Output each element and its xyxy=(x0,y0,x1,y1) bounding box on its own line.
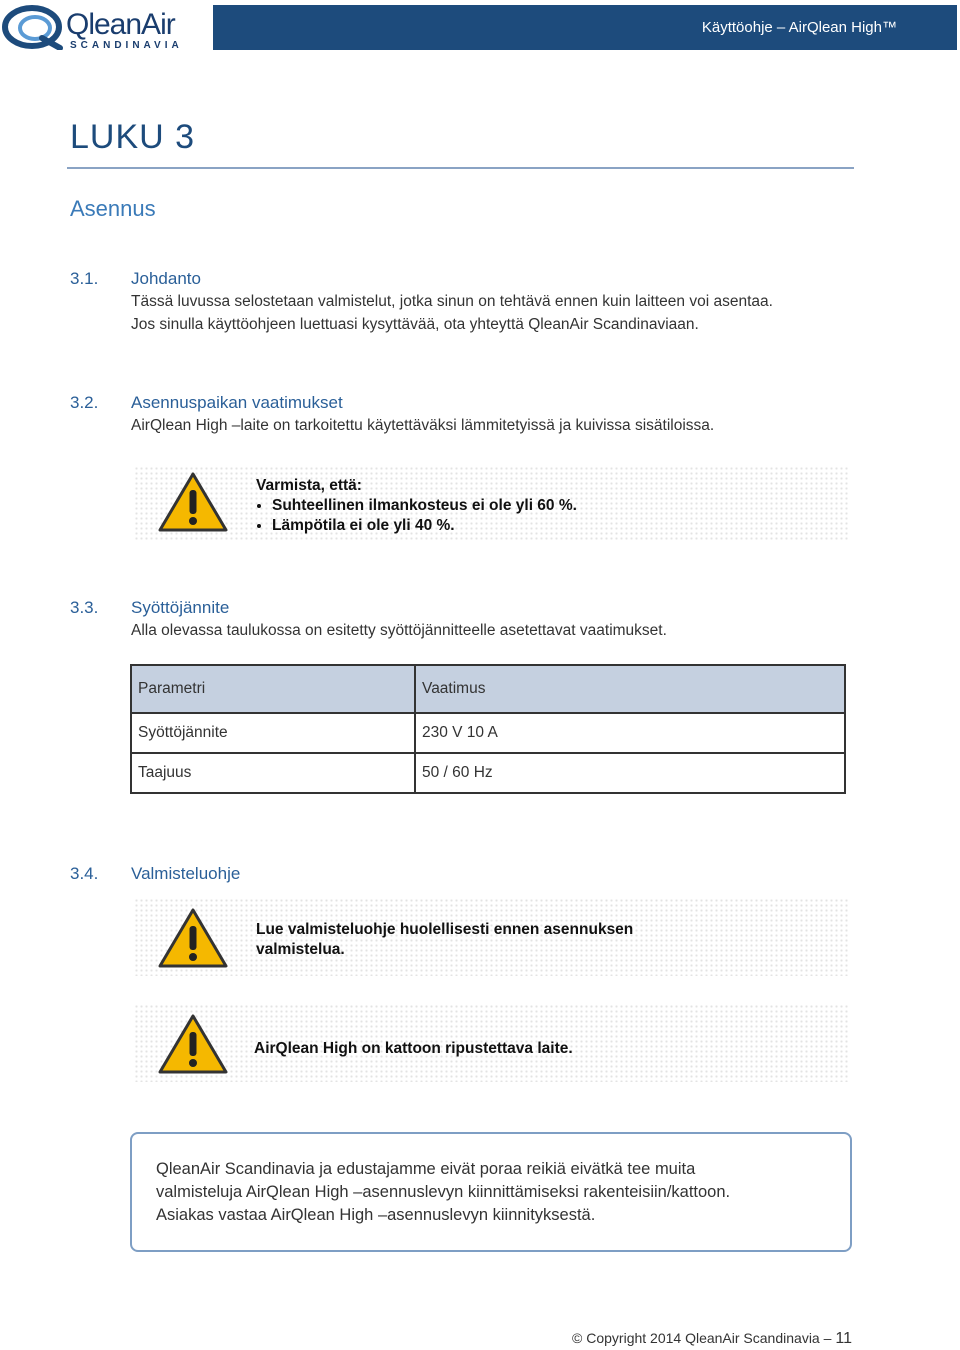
section-heading xyxy=(70,268,870,290)
warning-list xyxy=(256,496,577,536)
logo-wordmark: QleanAir xyxy=(66,8,175,41)
table-cell: 50 / 60 Hz xyxy=(415,753,845,793)
notice-line: Asiakas vastaa AirQlean High –asennuslevyn kiinnityksestä. xyxy=(156,1206,596,1224)
warning-line: Lue valmisteluohje huolellisesti ennen asennuksen xyxy=(256,921,634,938)
section-heading xyxy=(70,597,870,619)
paragraph-line: Tässä luvussa selostetaan valmistelut, jotka sinun on tehtävä ennen kuin laitteen voi asentaa. xyxy=(131,293,773,310)
notice-box xyxy=(130,1132,852,1252)
page-header xyxy=(0,0,960,54)
section-number: 3.3. xyxy=(70,598,99,617)
notice-line: valmisteluja AirQlean High –asennuslevyn kiinnittämiseksi rakenteisiin/kattoon. xyxy=(156,1183,731,1201)
table-row xyxy=(131,753,845,793)
section-heading xyxy=(70,392,870,414)
section-heading xyxy=(70,863,870,885)
header-bar xyxy=(213,5,957,50)
table-cell: Taajuus xyxy=(131,753,415,793)
power-requirements-table xyxy=(130,664,846,794)
section-number: 3.4. xyxy=(70,864,99,883)
section-number: 3.1. xyxy=(70,269,99,288)
document-title: Käyttöohje – AirQlean High™ xyxy=(701,19,897,36)
table-header-row xyxy=(131,665,845,713)
paragraph-line: Jos sinulla käyttöohjeen luettuasi kysyttävää, ota yhteyttä QleanAir Scandinaviaan. xyxy=(131,316,699,333)
section-3-4 xyxy=(70,863,870,885)
warning-text xyxy=(256,920,633,960)
section-body xyxy=(131,290,870,336)
table-row xyxy=(131,713,845,753)
warning-line: valmistelua. xyxy=(256,941,345,958)
paragraph-line: Alla olevassa taulukossa on esitetty syöttöjännitteelle asetettavat vaatimukset. xyxy=(131,622,667,639)
warning-line: AirQlean High on kattoon ripustettava laite. xyxy=(254,1040,573,1057)
section-3-3 xyxy=(70,597,870,642)
warning-box-ceiling xyxy=(134,1004,850,1082)
warning-triangle-icon xyxy=(156,470,230,534)
warning-text xyxy=(256,476,577,536)
logo-swirl-icon xyxy=(2,4,64,50)
qleanair-logo xyxy=(2,4,202,50)
warning-heading: Varmista, että: xyxy=(256,477,362,494)
paragraph-line: AirQlean High –laite on tarkoitettu käytettäväksi lämmitetyissä ja kuivissa sisätiloissa. xyxy=(131,417,715,434)
list-item: • Lämpötila ei ole yli 40 %. xyxy=(272,516,577,536)
section-number: 3.2. xyxy=(70,393,99,412)
section-3-2 xyxy=(70,392,870,437)
section-3-1 xyxy=(70,268,870,336)
page-number: 11 xyxy=(835,1330,852,1347)
table-cell: Syöttöjännite xyxy=(131,713,415,753)
warning-box-install-site xyxy=(134,466,850,542)
page-footer xyxy=(572,1330,852,1348)
section-title: Syöttöjännite xyxy=(131,598,230,617)
chapter-title: LUKU 3 xyxy=(70,118,196,156)
section-title: Valmisteluohje xyxy=(131,864,241,883)
chapter-subtitle: Asennus xyxy=(70,196,156,221)
section-title: Johdanto xyxy=(131,269,201,288)
section-body xyxy=(131,414,870,437)
logo-subtitle: SCANDINAVIA xyxy=(70,40,183,51)
warning-text xyxy=(254,1039,573,1059)
section-title: Asennuspaikan vaatimukset xyxy=(131,393,343,412)
list-item: • Suhteellinen ilmankosteus ei ole yli 60 %. xyxy=(272,496,577,516)
warning-box-read-guide xyxy=(134,898,850,976)
warning-triangle-icon xyxy=(156,906,230,970)
copyright-text: © Copyright 2014 QleanAir Scandinavia – xyxy=(572,1330,832,1346)
notice-line: QleanAir Scandinavia ja edustajamme eivät poraa reikiä eivätkä tee muita xyxy=(156,1160,696,1178)
warning-triangle-icon xyxy=(156,1012,230,1076)
table-cell: 230 V 10 A xyxy=(415,713,845,753)
chapter-divider xyxy=(67,167,854,169)
section-body xyxy=(131,619,870,642)
column-header: Parametri xyxy=(131,665,415,713)
column-header: Vaatimus xyxy=(415,665,845,713)
